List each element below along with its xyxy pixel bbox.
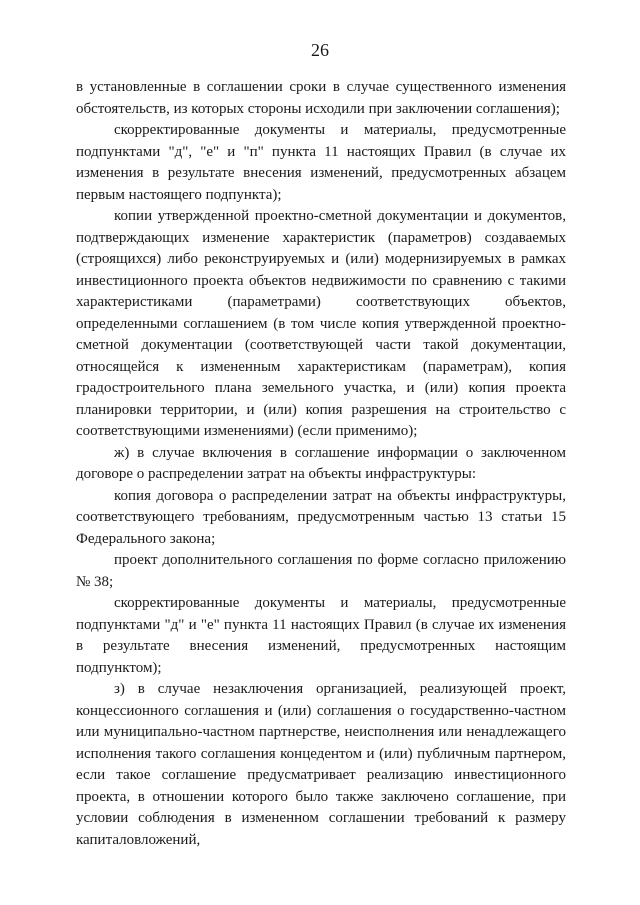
paragraph-continuation: в установленные в соглашении сроки в случае существенного изменения обстоятельств, из которых стороны исходили при заключении соглашения); bbox=[76, 79, 566, 117]
paragraph-draft-supplementary-agreement: проект дополнительного соглашения по форме согласно приложению № 38; bbox=[76, 552, 566, 590]
page-number: 26 bbox=[311, 40, 329, 60]
paragraph-design-documentation: копии утвержденной проектно-сметной документации и документов, подтверждающих изменение характеристик (параметров) создаваемых (строящихся) либо реконструируемых и (или) модернизируемых в рамках инвестиционного проекта объектов недвижимости по сравнению с такими характеристиками (параметрами) соответствующих объектов, определенными соглашением (в том числе копия утвержденной проектно-сметной документации (соответствующей части такой документации, относящейся к измененным характеристикам (параметрам), копия градостроительного плана земельного участка, и (или) копия проекта планировки территории, и (или) копия разрешения на строительство с соответствующими изменениями) (если применимо); bbox=[76, 208, 566, 439]
paragraph-cost-allocation-contract: копия договора о распределении затрат на объекты инфраструктуры, соответствующего требованиям, предусмотренным частью 13 статьи 15 Федерального закона; bbox=[76, 487, 566, 547]
paragraph-corrected-documents-2: скорректированные документы и материалы, предусмотренные подпунктами "д" и "е" пункта 11 настоящих Правил (в случае их изменения в результате внесения изменений, предусмотренных настоящим подпунктом); bbox=[76, 595, 566, 676]
paragraph-item-z: з) в случае незаключения организацией, реализующей проект, концессионного соглашения и (или) соглашения о государственно-частном или муниципально-частном партнерстве, неисполнения или ненадлежащего исполнения такого соглашения концедентом и (или) публичным партнером, если такое соглашение предусматривает реализацию инвестиционного проекта, в отношении которого было также заключено соглашение, при условии соблюдения в измененном соглашении требований к размеру капиталовложений, bbox=[76, 681, 566, 848]
paragraph-item-zh: ж) в случае включения в соглашение информации о заключенном договоре о распределении затрат на объекты инфраструктуры: bbox=[76, 444, 566, 482]
document-body bbox=[76, 77, 566, 851]
paragraph-corrected-documents: скорректированные документы и материалы, предусмотренные подпунктами "д", "е" и "п" пункта 11 настоящих Правил (в случае их изменения в результате внесения изменений, предусмотренных абзацем первым настоящего подпункта); bbox=[76, 122, 566, 203]
